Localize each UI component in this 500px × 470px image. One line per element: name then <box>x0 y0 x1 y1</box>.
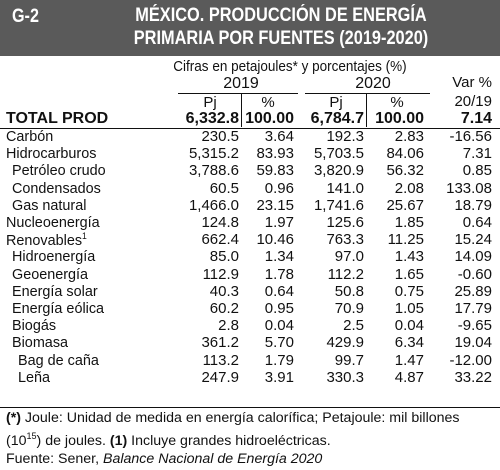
cell-pct-2019: 1.79 <box>264 351 294 369</box>
row-label <box>6 214 100 231</box>
row-label-text: Hidrocarburos <box>6 145 97 163</box>
table-row <box>0 162 500 179</box>
footnote-mark-asterisk: (*) <box>6 410 21 426</box>
row-label <box>12 317 56 334</box>
table-row <box>0 300 500 317</box>
row-label <box>12 180 101 197</box>
row-label-text: Nucleoenergía <box>6 214 100 231</box>
cell-pj-2020: 99.7 <box>334 351 364 369</box>
table-row <box>0 352 500 369</box>
table-row <box>0 266 500 283</box>
col-head-pj-2020: Pj <box>329 94 343 111</box>
footnote-notes <box>6 409 494 450</box>
cell-pj-2020: 5,703.5 <box>313 145 364 163</box>
cell-pct-2020: 56.32 <box>386 162 424 180</box>
cell-pct-2020: 11.25 <box>387 231 424 249</box>
row-label <box>12 248 95 265</box>
cell-pct-2020: 0.04 <box>394 317 424 335</box>
cell-var: -0.60 <box>457 265 492 283</box>
row-label-text: Gas natural <box>12 196 87 214</box>
cell-pct-2020: 1.47 <box>394 351 424 369</box>
cell-pct-2019: 1.97 <box>264 214 294 231</box>
cell-pj-2020: 3,820.9 <box>313 162 364 180</box>
cell-var: 17.79 <box>454 300 492 317</box>
cell-pj-2019: 230.5 <box>201 128 239 145</box>
cell-pj-2020: 192.3 <box>326 128 364 145</box>
row-label <box>6 231 87 249</box>
footnote-rule <box>0 407 500 408</box>
cell-pj-2019: 40.3 <box>209 282 239 300</box>
footnote-mark-1: (1) <box>109 433 128 449</box>
cell-var: 14.09 <box>454 248 492 266</box>
cell-pct-2019: 0.96 <box>264 179 294 197</box>
cell-pj-2019: 361.2 <box>201 334 239 352</box>
cell-var: 25.89 <box>454 282 492 300</box>
cell-pct-2019: 5.70 <box>264 334 294 352</box>
cell-pct-2020: 1.05 <box>394 300 424 317</box>
total-pj-2019: 6,332.8 <box>185 110 239 127</box>
row-label <box>12 300 104 317</box>
cell-var: 18.79 <box>454 196 492 214</box>
cell-pj-2019: 60.5 <box>209 179 239 197</box>
total-var: 7.14 <box>460 110 492 127</box>
footnote-exponent: 15 <box>26 431 37 441</box>
row-label <box>6 145 96 162</box>
source-line <box>6 450 494 468</box>
cell-pj-2020: 2.5 <box>343 317 364 335</box>
row-label-text: Leña <box>18 368 51 386</box>
cell-pct-2019: 59.83 <box>256 162 294 180</box>
table-row <box>0 248 500 265</box>
cell-pj-2019: 113.2 <box>202 351 239 369</box>
cell-pj-2020: 330.3 <box>326 368 364 386</box>
var-heading-line1: Var % <box>452 74 492 91</box>
cell-pj-2019: 247.9 <box>201 368 239 386</box>
cell-pct-2019: 23.15 <box>256 196 294 214</box>
row-label-text: Energía eólica <box>12 300 105 317</box>
cell-pct-2019: 3.64 <box>264 128 294 145</box>
row-label-text: Petróleo crudo <box>12 162 106 180</box>
graphic-code: G-2 <box>12 6 39 27</box>
cell-pct-2019: 10.46 <box>256 231 294 249</box>
cell-pct-2020: 1.85 <box>394 214 424 231</box>
cell-var: 33.22 <box>454 368 492 386</box>
total-label: TOTAL PROD <box>6 110 109 127</box>
row-label-text: Hidroenergía <box>12 248 96 266</box>
cell-var: 133.08 <box>446 179 492 197</box>
cell-pj-2019: 1,466.0 <box>188 196 239 214</box>
row-label-note: 1 <box>82 231 87 242</box>
table-row <box>0 145 500 162</box>
cell-var: 7.31 <box>462 145 492 163</box>
source-prefix: Fuente: Sener, <box>6 451 104 467</box>
source-title: Balance Nacional de Energía 2020 <box>103 451 323 467</box>
row-label <box>12 197 86 214</box>
row-label <box>12 334 68 351</box>
table-header-bar <box>0 0 500 56</box>
table-row <box>0 317 500 334</box>
table-row <box>0 369 500 386</box>
cell-pj-2020: 429.9 <box>326 334 364 352</box>
cell-pct-2020: 84.06 <box>386 145 424 163</box>
row-label-text: Condensados <box>12 179 101 197</box>
row-label <box>12 266 88 283</box>
cell-pj-2019: 3,788.6 <box>188 162 239 180</box>
cell-pct-2019: 1.78 <box>264 265 294 283</box>
total-pct-2019: 100.00 <box>245 110 294 127</box>
table-row <box>0 128 500 145</box>
cell-pct-2020: 0.75 <box>394 282 424 300</box>
table-row <box>0 214 500 231</box>
col-head-pct-2019: % <box>261 94 275 111</box>
cell-pj-2020: 1,741.6 <box>313 196 364 214</box>
cell-pj-2020: 141.0 <box>326 179 364 197</box>
table-row <box>0 283 500 300</box>
cell-pct-2020: 25.67 <box>386 196 424 214</box>
cell-pj-2019: 124.8 <box>201 214 239 231</box>
cell-pj-2020: 50.8 <box>334 282 364 300</box>
cell-pct-2020: 4.87 <box>394 368 424 386</box>
footnote <box>6 409 494 468</box>
cell-var: 0.85 <box>462 162 492 180</box>
cell-var: -9.65 <box>457 317 492 335</box>
cell-pct-2020: 1.65 <box>394 265 424 283</box>
var-heading-line2: 20/19 <box>454 93 492 110</box>
cell-pj-2019: 662.4 <box>201 231 239 249</box>
row-label-text: Geoenergía <box>12 265 89 283</box>
cell-pj-2020: 70.9 <box>334 300 364 317</box>
row-label-text: Bag de caña <box>18 351 99 369</box>
cell-pct-2019: 0.04 <box>264 317 294 335</box>
row-label <box>12 162 106 179</box>
col-head-pj-2019: Pj <box>203 94 217 111</box>
cell-pct-2019: 83.93 <box>256 145 294 163</box>
row-label <box>12 283 98 300</box>
cell-pj-2020: 763.3 <box>326 231 364 249</box>
row-label <box>18 369 50 386</box>
cell-pj-2019: 2.8 <box>218 317 239 335</box>
cell-pct-2020: 1.43 <box>394 248 424 266</box>
cell-pct-2019: 3.91 <box>264 368 294 386</box>
table-row <box>0 180 500 197</box>
cell-var: -16.56 <box>449 128 492 145</box>
total-pj-2020: 6,784.7 <box>310 110 364 127</box>
table-row <box>0 334 500 351</box>
footnote-text-2: ) de joules. <box>36 433 110 449</box>
cell-pj-2019: 85.0 <box>209 248 239 266</box>
cell-var: 0.64 <box>462 214 492 231</box>
year-2019-heading: 2019 <box>223 75 259 92</box>
row-label-text: Renovables <box>6 232 83 250</box>
year-2020-heading: 2020 <box>355 75 391 92</box>
cell-pj-2019: 112.9 <box>202 265 239 283</box>
row-label-text: Biomasa <box>12 334 69 352</box>
row-label-text: Carbón <box>6 128 54 145</box>
cell-var: -12.00 <box>449 351 492 369</box>
cell-pct-2019: 0.64 <box>264 282 294 300</box>
table-title: MÉXICO. PRODUCCIÓN DE ENERGÍA PRIMARIA POR FUENTES (2019-2020) <box>133 5 429 49</box>
cell-pj-2019: 60.2 <box>209 300 239 317</box>
cell-pj-2020: 125.6 <box>326 214 364 231</box>
cell-pj-2019: 5,315.2 <box>188 145 239 163</box>
col-head-pct-2020: % <box>390 94 404 111</box>
table-row <box>0 231 500 248</box>
row-label <box>6 128 53 145</box>
cell-pct-2020: 2.83 <box>394 128 424 145</box>
footnote-text-3: Incluye grandes hidroeléctricas. <box>127 433 331 449</box>
row-label-text: Biogás <box>12 317 57 335</box>
cell-pj-2020: 112.2 <box>327 265 364 283</box>
total-pct-2020: 100.00 <box>375 110 424 127</box>
cell-pj-2020: 97.0 <box>334 248 364 266</box>
units-subtitle: Cifras en petajoules* y porcentajes (%) <box>173 58 407 75</box>
cell-pct-2020: 2.08 <box>394 179 424 197</box>
cell-pct-2019: 0.95 <box>264 300 294 317</box>
table-row <box>0 197 500 214</box>
cell-pct-2019: 1.34 <box>264 248 294 266</box>
row-label-text: Energía solar <box>12 282 98 300</box>
cell-var: 15.24 <box>454 231 492 249</box>
footnote-text-1: Joule: Unidad de medida en energía calorífica; Petajoule: mil billones (10 <box>6 410 460 449</box>
cell-var: 19.04 <box>454 334 492 352</box>
row-label <box>18 352 99 369</box>
cell-pct-2020: 6.34 <box>394 334 424 352</box>
